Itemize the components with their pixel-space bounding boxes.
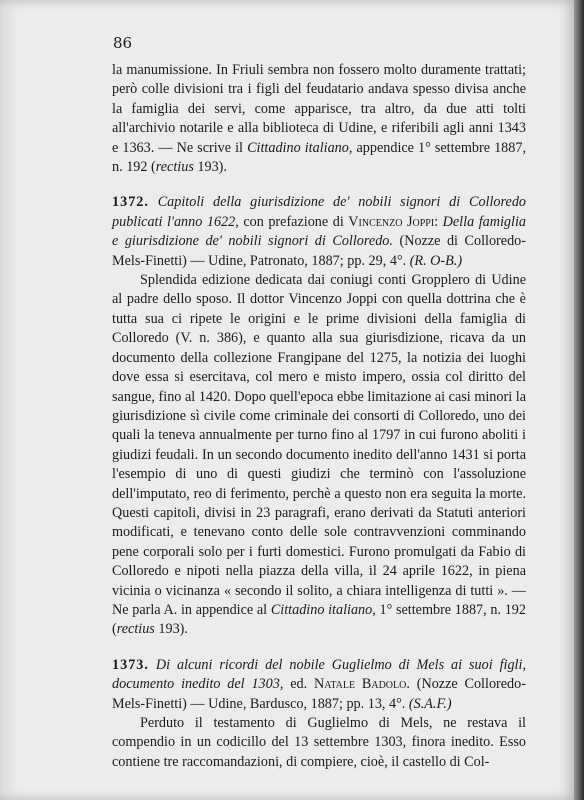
publication-details: . (Nozze Colloredo-Mels-Finetti) — Udine, Bardusco, 1887; pp. 13, 4°. <box>112 676 526 712</box>
author-name: Vincenzo Joppi <box>348 213 435 230</box>
text-run: ed. <box>283 676 314 693</box>
periodical-title: Cittadino italiano, <box>270 601 376 618</box>
italic-word: rectius <box>116 621 155 638</box>
text-run: 193). <box>154 621 188 638</box>
entry-title: Capitoli della giurisdizione de' nobili signori di Colloredo publicati l'anno 1622, <box>112 194 527 230</box>
text-run: Perduto il testamento di Guglielmo di Mels, ne restava il compendio in un codicillo del 13 settembre 1303, finora inedito. Esso contiene tre raccomandazioni, di compiere, cioè, il castello di Col- <box>112 715 526 770</box>
location-mark: (R. O-B.) <box>409 252 463 269</box>
entry-1373-body <box>112 714 526 772</box>
periodical-title: Cittadino italiano, <box>247 139 353 156</box>
page-number: 86 <box>113 34 133 52</box>
page-text <box>112 61 526 772</box>
entry-title: Di alcuni ricordi del nobile Guglielmo di Mels ai suoi figli, documento inedito del 1303, <box>112 656 526 693</box>
entry-subtitle: Della famiglia e giurisdizione de' nobili signori di Colloredo. <box>112 213 526 250</box>
location-mark: (S.A.F.) <box>408 695 452 712</box>
publication-details: (Nozze di Colloredo-Mels-Finetti) — Udine, Patronato, 1887; pp. 29, 4°. <box>112 233 526 269</box>
entry-1372-body <box>112 271 526 640</box>
entry-number: 1373. <box>112 656 149 673</box>
text-run: 1° settembre 1887, n. 192 ( <box>112 601 526 638</box>
page-edge-shadow <box>574 0 584 800</box>
text-run: la manumissione. In Friuli sembra non fossero molto duramente trattati; però colle divisioni tra i figli del feudatario andava spesso divisa anche la famiglia dei servi, come apparisce, tra altro, da due atti tolti all'archivio notarile e alla biblioteca di Udine, e riferibili agli anni 1343 e 1363. — Ne scrive il <box>112 62 526 156</box>
text-run: Splendida edizione dedicata dai coniugi conti Gropplero di Udine al padre dello sposo. Il dottor Vincenzo Joppi con quella dottrina che è tutta sua ci ripete le origini e le prime divisioni della famiglia di Colloredo (V. n. 386), e quanto alla sua giurisdizione, ricava da un documento della collezione Frangipane del 1275, la notizia dei luoghi dove essa si esercitava, col mero e misto impero, ossia col diritto del sangue, fino al 1420. Dopo quell'epoca ebbe limitazione ai casi minori la giurisdizione sì civile come criminale dei consorti di Colloredo, uno dei quali la teneva annualmente per turno fino al 1797 in cui furono aboliti i giudizi feudali. In un secondo documento inedito dell'anno 1431 si porta l'esempio di uno di questi giudizi che terminò con l'assoluzione dell'imputato, reo di ferimento, perchè a questo non era seguita la morte. Questi capitoli, divisi in 23 paragrafi, erano derivati da Statuti anteriori modificati, e tenevano conto delle sole contravvenzioni comminando pene corporali solo per i furti domestici. Furono promulgati da Fabio di Colloredo e nipoti nella piazza della villa, il 24 aprile 1622, in piena vicinia o vicinanza « secondo il solito, a chiara intelligenza di tutti ». — Ne parla A. in appendice al <box>112 272 526 618</box>
intro-paragraph <box>112 61 526 177</box>
text-run: 193). <box>193 159 227 176</box>
entry-number: 1372. <box>112 194 149 211</box>
text-run: appendice 1° settembre 1887, n. 192 ( <box>112 139 526 176</box>
text-run: con prefazione di <box>238 213 349 230</box>
italic-word: rectius <box>155 159 194 176</box>
entry-1372-heading <box>112 193 526 271</box>
entry-1373-heading <box>112 656 526 714</box>
text-run: : <box>434 213 443 230</box>
author-name: Natale Badolo <box>313 676 407 693</box>
